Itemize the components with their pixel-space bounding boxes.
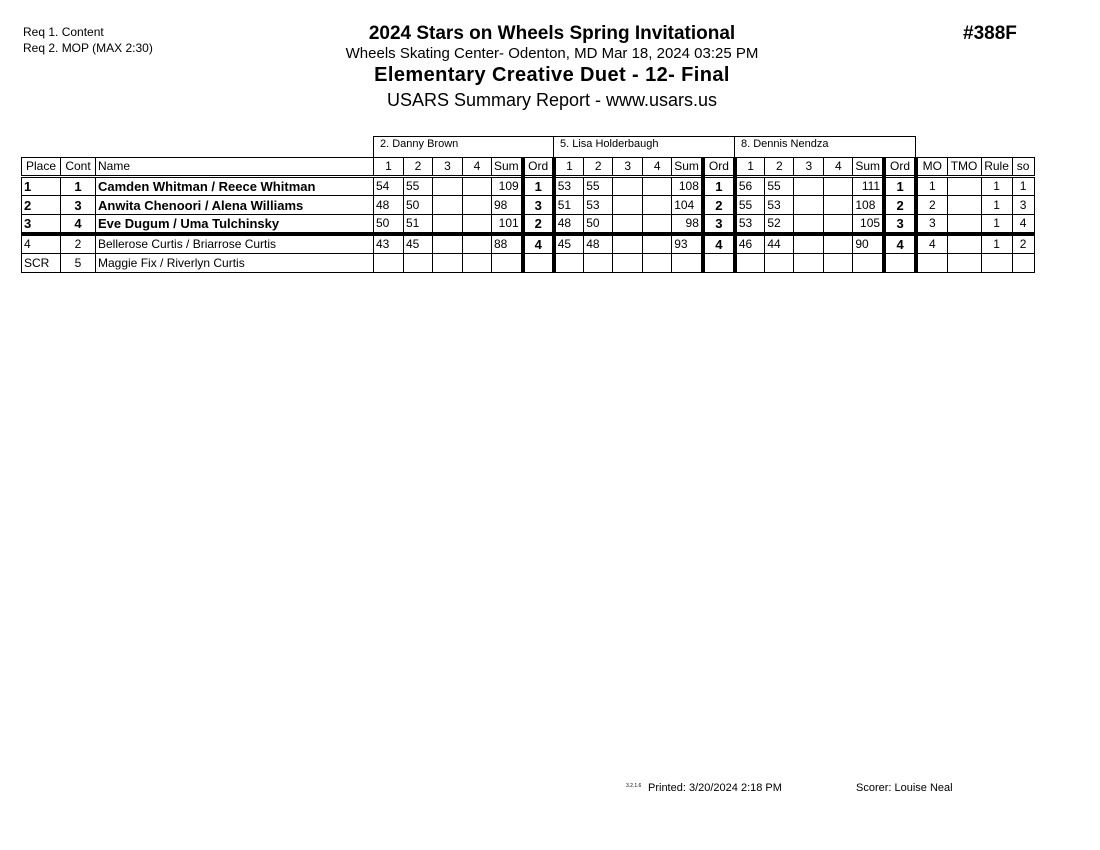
- col-j1-sum: Sum: [492, 158, 523, 177]
- score-1-cell: 48: [554, 215, 584, 235]
- ord-cell: 3: [703, 215, 735, 235]
- ord-cell: 4: [884, 234, 916, 254]
- result-row: [22, 215, 1035, 235]
- score-3-cell: [794, 196, 824, 215]
- score-2-cell: 53: [765, 196, 794, 215]
- mo-cell: 2: [916, 196, 947, 215]
- ord-cell: 1: [703, 177, 735, 196]
- result-row: [22, 254, 1035, 273]
- score-3-cell: [433, 177, 463, 196]
- sum-cell: 111: [853, 177, 884, 196]
- score-1-cell: [554, 254, 584, 273]
- version-label: 3.2.1.6: [626, 783, 642, 789]
- col-j1-1: 1: [374, 158, 404, 177]
- col-so: so: [1012, 158, 1034, 177]
- place-cell: 1: [22, 177, 61, 196]
- competition-title: 2024 Stars on Wheels Spring Invitational: [368, 23, 736, 44]
- score-2-cell: 50: [404, 196, 433, 215]
- col-j1-ord: Ord: [523, 158, 554, 177]
- ord-cell: 4: [703, 234, 735, 254]
- ord-cell: [703, 254, 735, 273]
- results-table: [21, 157, 1035, 273]
- col-j3-1: 1: [735, 158, 765, 177]
- rule-cell: 1: [981, 177, 1012, 196]
- sum-cell: 98: [492, 196, 523, 215]
- ord-cell: 2: [884, 196, 916, 215]
- score-3-cell: [613, 215, 643, 235]
- sum-cell: 108: [853, 196, 884, 215]
- col-name: Name: [96, 158, 374, 177]
- col-j1-3: 3: [433, 158, 463, 177]
- location-date: Wheels Skating Center- Odenton, MD Mar 18, 2024 03:25 PM: [345, 45, 759, 62]
- cont-cell: 1: [61, 177, 96, 196]
- score-3-cell: [613, 234, 643, 254]
- place-cell: 4: [22, 234, 61, 254]
- col-cont: Cont: [61, 158, 96, 177]
- mo-cell: 4: [916, 234, 947, 254]
- score-1-cell: 46: [735, 234, 765, 254]
- sum-cell: [853, 254, 884, 273]
- judge-header-3: 8. Dennis Nendza: [734, 136, 916, 157]
- score-2-cell: [404, 254, 433, 273]
- ord-cell: 4: [523, 234, 554, 254]
- col-j2-2: 2: [584, 158, 613, 177]
- score-4-cell: [824, 196, 853, 215]
- judge-header-1: 2. Danny Brown: [373, 136, 554, 157]
- name-cell: Camden Whitman / Reece Whitman: [96, 177, 374, 196]
- score-1-cell: 53: [554, 177, 584, 196]
- mo-cell: [916, 254, 947, 273]
- score-2-cell: 52: [765, 215, 794, 235]
- score-2-cell: 55: [765, 177, 794, 196]
- cont-cell: 2: [61, 234, 96, 254]
- score-4-cell: [824, 215, 853, 235]
- score-4-cell: [463, 177, 492, 196]
- cont-cell: 5: [61, 254, 96, 273]
- score-4-cell: [643, 234, 672, 254]
- score-1-cell: 54: [374, 177, 404, 196]
- score-1-cell: 53: [735, 215, 765, 235]
- col-j3-4: 4: [824, 158, 853, 177]
- sum-cell: 88: [492, 234, 523, 254]
- name-cell: Bellerose Curtis / Briarrose Curtis: [96, 234, 374, 254]
- ord-cell: 1: [884, 177, 916, 196]
- score-3-cell: [794, 254, 824, 273]
- col-rule: Rule: [981, 158, 1012, 177]
- score-1-cell: 56: [735, 177, 765, 196]
- sum-cell: 101: [492, 215, 523, 235]
- score-3-cell: [433, 196, 463, 215]
- so-cell: 2: [1012, 234, 1034, 254]
- ord-cell: [523, 254, 554, 273]
- score-3-cell: [613, 196, 643, 215]
- score-2-cell: [584, 254, 613, 273]
- sum-cell: 90: [853, 234, 884, 254]
- score-4-cell: [463, 215, 492, 235]
- name-cell: Maggie Fix / Riverlyn Curtis: [96, 254, 374, 273]
- name-cell: Anwita Chenoori / Alena Williams: [96, 196, 374, 215]
- sum-cell: [672, 254, 703, 273]
- score-2-cell: 50: [584, 215, 613, 235]
- col-j3-3: 3: [794, 158, 824, 177]
- col-tmo: TMO: [947, 158, 981, 177]
- score-4-cell: [643, 215, 672, 235]
- sum-cell: 108: [672, 177, 703, 196]
- score-4-cell: [463, 234, 492, 254]
- col-mo: MO: [916, 158, 947, 177]
- score-4-cell: [824, 254, 853, 273]
- ord-cell: 3: [523, 196, 554, 215]
- cont-cell: 3: [61, 196, 96, 215]
- col-j2-3: 3: [613, 158, 643, 177]
- score-4-cell: [463, 254, 492, 273]
- col-j3-ord: Ord: [884, 158, 916, 177]
- sum-cell: 109: [492, 177, 523, 196]
- score-2-cell: 44: [765, 234, 794, 254]
- ord-cell: 3: [884, 215, 916, 235]
- scorer-label: Scorer: Louise Neal: [856, 782, 953, 794]
- judge-header-2: 5. Lisa Holderbaugh: [553, 136, 735, 157]
- score-2-cell: 55: [404, 177, 433, 196]
- result-row: [22, 177, 1035, 196]
- so-cell: 3: [1012, 196, 1034, 215]
- event-title: Elementary Creative Duet - 12- Final: [374, 64, 730, 86]
- col-j2-sum: Sum: [672, 158, 703, 177]
- col-j2-1: 1: [554, 158, 584, 177]
- cont-cell: 4: [61, 215, 96, 235]
- score-2-cell: 51: [404, 215, 433, 235]
- col-j1-2: 2: [404, 158, 433, 177]
- col-j3-sum: Sum: [853, 158, 884, 177]
- col-j2-ord: Ord: [703, 158, 735, 177]
- score-3-cell: [433, 254, 463, 273]
- rule-cell: [981, 254, 1012, 273]
- col-place: Place: [22, 158, 61, 177]
- event-id: #388F: [963, 23, 1017, 44]
- place-cell: SCR: [22, 254, 61, 273]
- ord-cell: 1: [523, 177, 554, 196]
- column-header-row: [22, 158, 1035, 177]
- place-cell: 2: [22, 196, 61, 215]
- tmo-cell: [947, 177, 981, 196]
- score-3-cell: [794, 177, 824, 196]
- tmo-cell: [947, 234, 981, 254]
- score-1-cell: 45: [554, 234, 584, 254]
- col-j3-2: 2: [765, 158, 794, 177]
- so-cell: [1012, 254, 1034, 273]
- score-2-cell: [765, 254, 794, 273]
- score-2-cell: 55: [584, 177, 613, 196]
- so-cell: 1: [1012, 177, 1034, 196]
- results-body: [22, 177, 1035, 273]
- score-2-cell: 53: [584, 196, 613, 215]
- col-j2-4: 4: [643, 158, 672, 177]
- result-row: [22, 196, 1035, 215]
- score-1-cell: [374, 254, 404, 273]
- sum-cell: 93: [672, 234, 703, 254]
- score-4-cell: [643, 254, 672, 273]
- score-1-cell: [735, 254, 765, 273]
- mo-cell: 3: [916, 215, 947, 235]
- mo-cell: 1: [916, 177, 947, 196]
- ord-cell: 2: [523, 215, 554, 235]
- requirement-1: Req 1. Content: [23, 25, 104, 39]
- score-3-cell: [433, 215, 463, 235]
- score-2-cell: 48: [584, 234, 613, 254]
- score-4-cell: [824, 234, 853, 254]
- name-cell: Eve Dugum / Uma Tulchinsky: [96, 215, 374, 235]
- score-4-cell: [463, 196, 492, 215]
- score-1-cell: 51: [554, 196, 584, 215]
- rule-cell: 1: [981, 234, 1012, 254]
- col-j1-4: 4: [463, 158, 492, 177]
- score-1-cell: 55: [735, 196, 765, 215]
- sum-cell: 105: [853, 215, 884, 235]
- tmo-cell: [947, 196, 981, 215]
- tmo-cell: [947, 254, 981, 273]
- tmo-cell: [947, 215, 981, 235]
- score-3-cell: [794, 215, 824, 235]
- so-cell: 4: [1012, 215, 1034, 235]
- score-3-cell: [433, 234, 463, 254]
- score-4-cell: [824, 177, 853, 196]
- rule-cell: 1: [981, 215, 1012, 235]
- ord-cell: 2: [703, 196, 735, 215]
- sum-cell: [492, 254, 523, 273]
- sum-cell: 104: [672, 196, 703, 215]
- score-4-cell: [643, 196, 672, 215]
- score-2-cell: 45: [404, 234, 433, 254]
- score-1-cell: 50: [374, 215, 404, 235]
- score-3-cell: [613, 254, 643, 273]
- requirement-2: Req 2. MOP (MAX 2:30): [23, 41, 153, 55]
- rule-cell: 1: [981, 196, 1012, 215]
- result-row: [22, 234, 1035, 254]
- score-3-cell: [613, 177, 643, 196]
- ord-cell: [884, 254, 916, 273]
- score-1-cell: 48: [374, 196, 404, 215]
- place-cell: 3: [22, 215, 61, 235]
- sum-cell: 98: [672, 215, 703, 235]
- printed-timestamp: Printed: 3/20/2024 2:18 PM: [648, 782, 782, 794]
- score-4-cell: [643, 177, 672, 196]
- report-title: USARS Summary Report - www.usars.us: [386, 90, 718, 110]
- score-1-cell: 43: [374, 234, 404, 254]
- score-3-cell: [794, 234, 824, 254]
